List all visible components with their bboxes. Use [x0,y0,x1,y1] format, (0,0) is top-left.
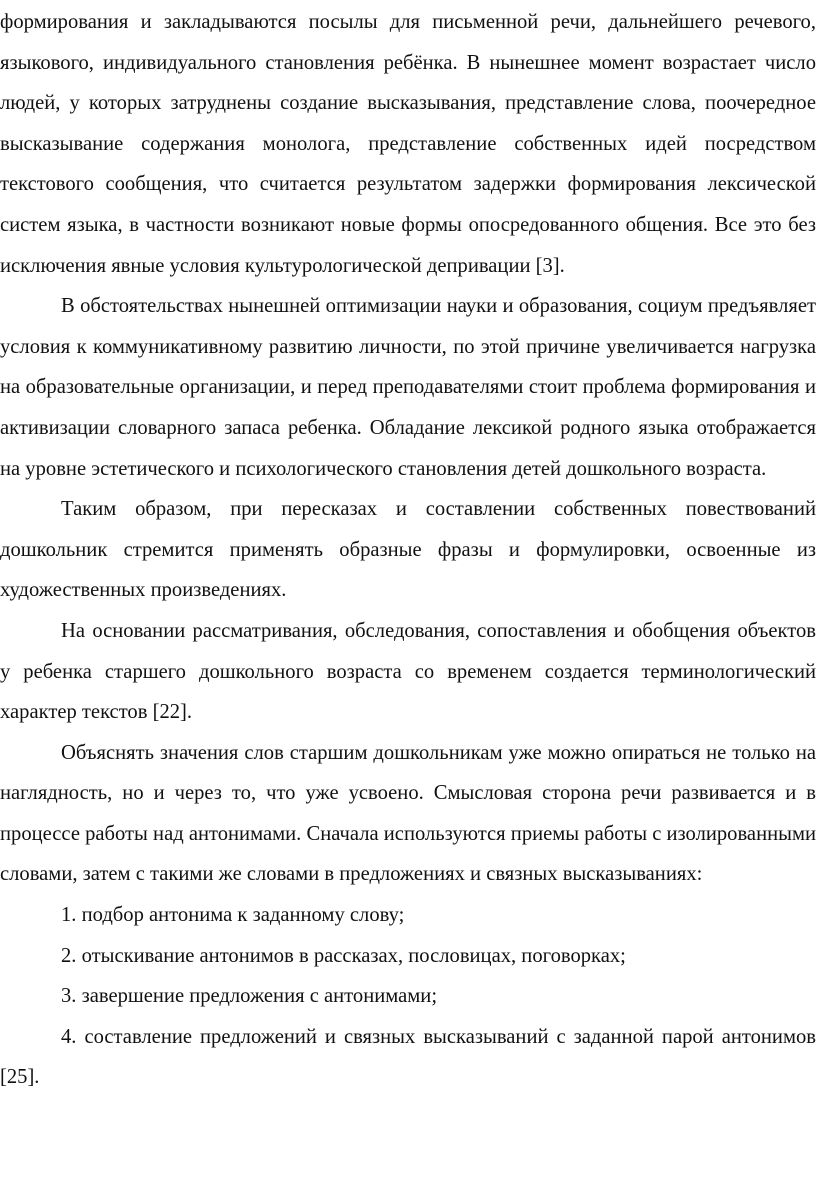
paragraph-5: Объяснять значения слов старшим дошкольникам уже можно опираться не только на наглядность, но и через то, что уже усвоено. Смысловая сторона речи развивается и в процессе работы над антонимами. Сначала используются приемы работы с изолированными словами, затем с такими же словами в предложениях и связных высказываниях: [0,741,816,886]
paragraph-1-continued: формирования и закладываются посылы для письменной речи, дальнейшего речевого, языкового, индивидуального становления ребёнка. В нынешнее момент возрастает число людей, у которых затруднены создание высказывания, представление слова, поочередное высказывание содержания монолога, представление собственных идей посредством текстового сообщения, что считается результатом задержки формирования лексической систем языка, в частности возникают новые формы опосредованного общения. Все это без исключения явные условия культурологической депривации [3]. [0,11,816,277]
list-item-2: 2. отыскивание антонимов в рассказах, пословицах, поговорках; [61,944,626,967]
paragraph-3: Таким образом, при пересказах и составлении собственных повествований дошкольник стремится применять образные фразы и формулировки, освоенные из художественных произведениях. [0,498,816,602]
list-item-1: 1. подбор антонима к заданному слову; [61,904,405,927]
paragraph-2: В обстоятельствах нынешней оптимизации науки и образования, социум предъявляет условия к коммуникативному развитию личности, по этой причине увеличивается нагрузка на образовательные организации, и перед преподавателями стоит проблема формирования и активизации словарного запаса ребенка. Обладание лексикой родного языка отображается на уровне эстетического и психологического становления детей дошкольного возраста. [0,295,816,480]
list-item-3: 3. завершение предложения с антонимами; [61,985,438,1008]
paragraph-4: На основании рассматривания, обследования, сопоставления и обобщения объектов у ребенка старшего дошкольного возраста со временем создается терминологический характер текстов [22]. [0,619,816,724]
list-item-4: 4. составление предложений и связных высказываний с заданной парой антонимов [25]. [0,1025,816,1089]
